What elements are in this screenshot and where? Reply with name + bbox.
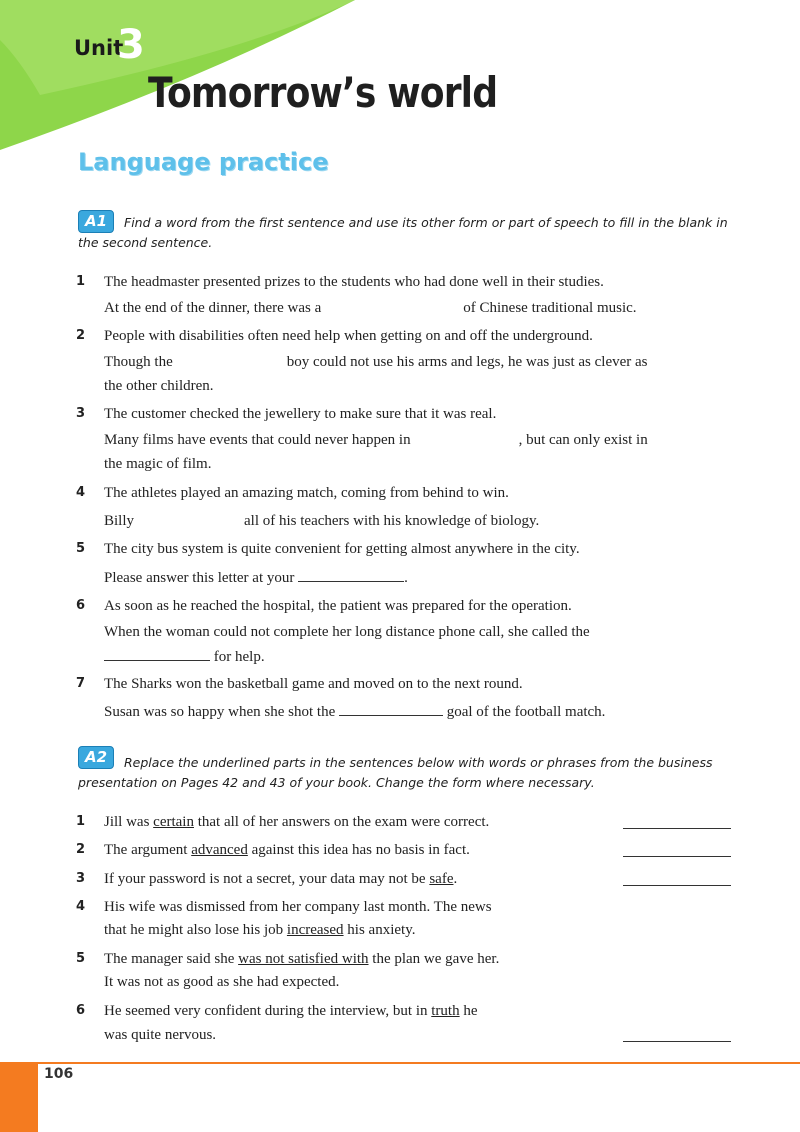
- page-number: 106: [44, 1066, 74, 1082]
- unit-label: Unit: [74, 36, 124, 60]
- a1-item-4-number: 4: [76, 485, 86, 500]
- a1-item-3-target-cont: the magic of film.: [104, 456, 212, 472]
- a1-item-5-number: 5: [76, 541, 86, 556]
- a2-badge: A2: [78, 746, 114, 769]
- a2-item-1-answer-line[interactable]: [623, 827, 731, 829]
- a2-item-4-number: 4: [76, 899, 86, 914]
- a1-item-1-target: At the end of the dinner, there was a of Chinese traditional music.: [104, 300, 637, 316]
- a2-item-3-answer-line[interactable]: [623, 884, 731, 886]
- unit-number: 3: [117, 22, 145, 68]
- a1-item-2-target: Though the boy could not use his arms and legs, he was just as clever as: [104, 354, 648, 370]
- a1-item-3-number: 3: [76, 406, 86, 421]
- a1-badge: A1: [78, 210, 114, 233]
- a2-item-6-number: 6: [76, 1003, 86, 1018]
- a1-item-7-number: 7: [76, 676, 86, 691]
- footer-rule: [0, 1062, 800, 1064]
- a1-item-1-number: 1: [76, 274, 86, 289]
- a1-item-5-sentence: The city bus system is quite convenient for getting almost anywhere in the city.: [104, 541, 580, 557]
- a2-item-6-answer-line[interactable]: [623, 1040, 731, 1042]
- a1-item-7-target: Susan was so happy when she shot the goal of the football match.: [104, 701, 605, 722]
- page-title: Tomorrow’s world: [148, 68, 498, 117]
- a2-item-1-number: 1: [76, 814, 86, 829]
- footer-accent-bar: [0, 1062, 38, 1132]
- a2-item-6-sentence: He seemed very confident during the interview, but in truth he: [104, 1003, 478, 1019]
- a2-item-2-number: 2: [76, 842, 86, 857]
- a2-item-3-number: 3: [76, 871, 86, 886]
- a2-item-6-sentence-cont: was quite nervous.: [104, 1027, 217, 1043]
- a1-item-4-target: Billy all of his teachers with his knowledge of biology.: [104, 513, 540, 529]
- a1-item-6-sentence: As soon as he reached the hospital, the patient was prepared for the operation.: [104, 598, 572, 614]
- a1-item-3-sentence: The customer checked the jewellery to make sure that it was real.: [104, 406, 497, 422]
- answer-blank[interactable]: [339, 701, 443, 716]
- a1-item-2-number: 2: [76, 328, 86, 343]
- a2-instruction: Replace the underlined parts in the sentences below with words or phrases from the business presentation on Pages 42 and 43 of your book. Change the form where necessary.: [78, 755, 713, 790]
- a1-item-3-target: Many films have events that could never happen in , but can only exist in: [104, 432, 648, 448]
- a2-item-2-sentence: The argument advanced against this idea has no basis in fact.: [104, 842, 470, 858]
- a2-item-5-sentence-cont: It was not as good as she had expected.: [104, 974, 340, 990]
- a1-item-6-target: When the woman could not complete her long distance phone call, she called the: [104, 624, 590, 640]
- a2-item-4-sentence-cont: that he might also lose his job increased his anxiety.: [104, 922, 416, 938]
- a2-item-2-answer-line[interactable]: [623, 855, 731, 857]
- a1-item-2-target-cont: the other children.: [104, 378, 214, 394]
- a1-item-6-target-cont: for help.: [104, 646, 265, 667]
- a1-item-2-sentence: People with disabilities often need help when getting on and off the underground.: [104, 328, 593, 344]
- a1-item-7-sentence: The Sharks won the basketball game and moved on to the next round.: [104, 676, 523, 692]
- a1-item-4-sentence: The athletes played an amazing match, coming from behind to win.: [104, 485, 509, 501]
- a1-item-5-target: Please answer this letter at your .: [104, 567, 408, 588]
- a1-instruction: Find a word from the first sentence and use its other form or part of speech to fill in the blank in the second sentence.: [78, 215, 728, 250]
- a2-item-3-sentence: If your password is not a secret, your data may not be safe.: [104, 871, 458, 887]
- answer-blank[interactable]: [104, 646, 210, 661]
- a1-item-6-number: 6: [76, 598, 86, 613]
- a2-item-1-sentence: Jill was certain that all of her answers on the exam were correct.: [104, 814, 490, 830]
- a1-item-1-sentence: The headmaster presented prizes to the students who had done well in their studies.: [104, 274, 604, 290]
- a2-item-5-sentence: The manager said she was not satisfied with the plan we gave her.: [104, 951, 500, 967]
- answer-blank[interactable]: [298, 567, 404, 582]
- a2-item-4-sentence: His wife was dismissed from her company last month. The news: [104, 899, 492, 915]
- a2-item-5-number: 5: [76, 951, 86, 966]
- section-title: Language practice: [78, 148, 329, 176]
